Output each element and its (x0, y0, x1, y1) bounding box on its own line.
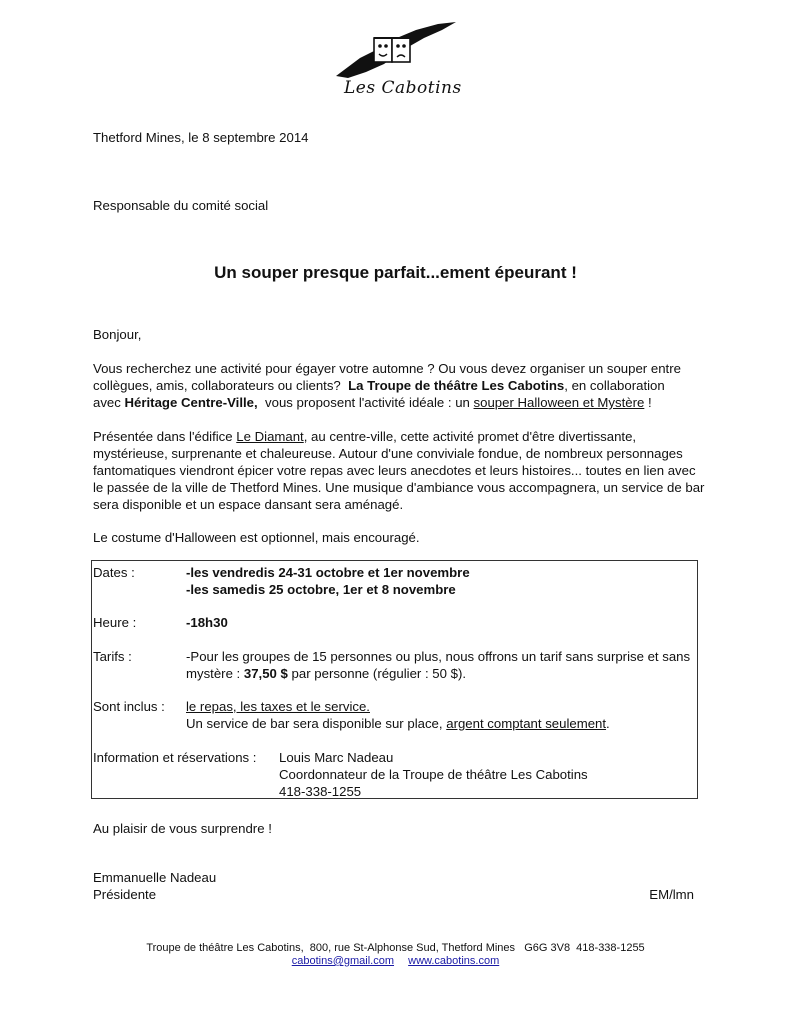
para1-line1: Vous recherchez une activité pour égayer votre automne ? Ou vous devez organiser un souper entre (93, 361, 681, 376)
para2-line4: le passée de la ville de Thetford Mines. Une musique d'ambiance vous accompagnera, un service de bar (93, 480, 705, 495)
email-link[interactable]: cabotins@gmail.com (291, 955, 395, 967)
recipient: Responsable du comité social (93, 198, 269, 213)
text-run: , en collaboration (564, 378, 665, 393)
para2-line3: fantomatiques viendront épicer votre repas avec leurs anecdotes et leurs histoires... toutes en lien avec (93, 463, 696, 478)
venue-name: Le Diamant (236, 429, 304, 444)
price: 37,50 $ (243, 666, 288, 681)
contact-name: Louis Marc Nadeau (279, 750, 394, 765)
letter-title: Un souper presque parfait...ement épeurant ! (214, 263, 577, 282)
info-label: Information et réservations : (93, 750, 257, 765)
place-date: Thetford Mines, le 8 septembre 2014 (93, 130, 309, 145)
para2-line1 (93, 428, 636, 445)
tarifs-line1: -Pour les groupes de 15 personnes ou plus, nous offrons un tarif sans surprise et sans (186, 649, 691, 664)
text-run: Présentée dans l'édifice (93, 429, 237, 444)
text-run: . (606, 716, 610, 731)
costume-note: Le costume d'Halloween est optionnel, mais encouragé. (93, 530, 420, 545)
dates-line2: -les samedis 25 octobre, 1er et 8 novembre (186, 582, 456, 597)
heure-value: -18h30 (186, 615, 228, 630)
text-run: vous proposent l'activité idéale : un (257, 395, 474, 410)
inclus-line2 (186, 715, 610, 732)
text-run: , au centre-ville, cette activité promet d'être divertissante, (303, 429, 637, 444)
text-run: collègues, amis, collaborateurs ou clients? (93, 378, 349, 393)
inclus-label: Sont inclus : (93, 699, 165, 714)
troupe-name: La Troupe de théâtre Les Cabotins (348, 378, 565, 393)
inclus-line1: le repas, les taxes et le service. (186, 699, 370, 714)
signatory-title: Présidente (93, 887, 157, 902)
logo-wordmark: Les Cabotins (344, 78, 462, 98)
footer-address: Troupe de théâtre Les Cabotins, 800, rue St-Alphonse Sud, Thetford Mines G6G 3V8 418-338-1255 (146, 942, 645, 954)
greeting: Bonjour, (93, 327, 142, 342)
cash-only: argent comptant seulement (446, 716, 607, 731)
dates-line1: -les vendredis 24-31 octobre et 1er novembre (186, 565, 470, 580)
tarifs-label: Tarifs : (93, 649, 132, 664)
tarifs-line2 (186, 665, 466, 682)
signatory-name: Emmanuelle Nadeau (93, 870, 217, 885)
website-link[interactable]: www.cabotins.com (408, 955, 500, 967)
para1-line3 (93, 394, 652, 411)
para2-line5: sera disponible et un espace dansant sera aménagé. (93, 497, 404, 512)
text-run: mystère : (186, 666, 244, 681)
para1-line2 (93, 377, 665, 394)
footer-links (0, 955, 791, 968)
text-run: Un service de bar sera disponible sur place, (186, 716, 447, 731)
para2-line2: mystérieuse, surprenante et chaleureuse. Autour d'une conviviale fondue, de nombreux personnages (93, 446, 683, 461)
closing: Au plaisir de vous surprendre ! (93, 821, 272, 836)
contact-phone: 418-338-1255 (279, 784, 362, 799)
contact-role: Coordonnateur de la Troupe de théâtre Les Cabotins (279, 767, 588, 782)
text-run: ! (644, 395, 652, 410)
text-run: par personne (régulier : 50 $). (287, 666, 467, 681)
initials: EM/lmn (649, 887, 694, 902)
partner-name: Héritage Centre-Ville, (124, 395, 258, 410)
dates-label: Dates : (93, 565, 135, 580)
text-run: avec (93, 395, 125, 410)
event-name: souper Halloween et Mystère (473, 395, 645, 410)
heure-label: Heure : (93, 615, 137, 630)
